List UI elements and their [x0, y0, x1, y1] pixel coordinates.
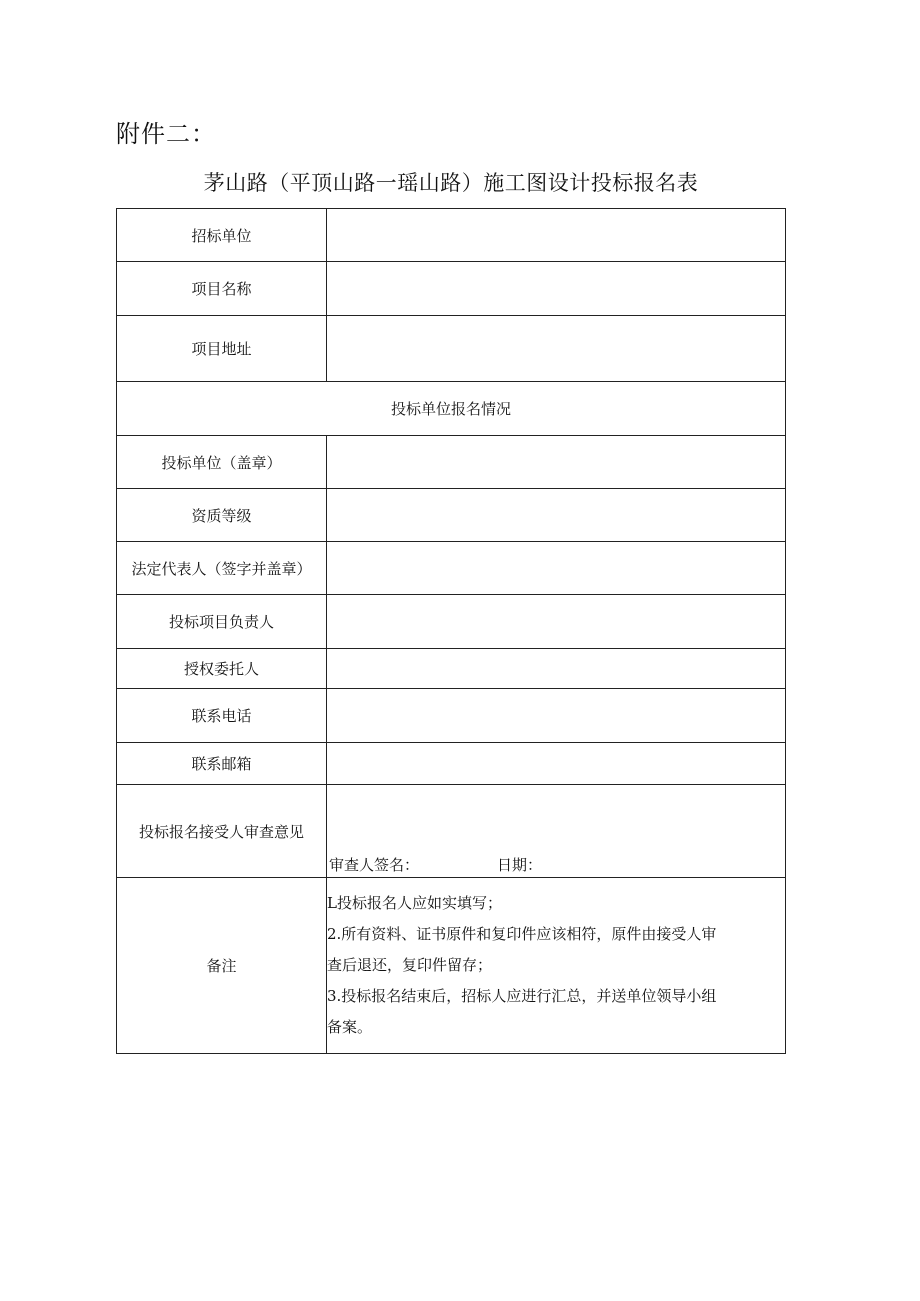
table-row — [117, 689, 786, 743]
notes-content — [327, 878, 786, 1054]
note-line-1: L投标报名人应如实填写； — [327, 894, 502, 912]
table-row — [117, 382, 786, 436]
table-row — [117, 649, 786, 689]
table-row — [117, 878, 786, 1054]
table-row — [117, 262, 786, 316]
contact-email-value[interactable] — [327, 743, 786, 785]
contact-email-label: 联系邮箱 — [117, 743, 327, 785]
review-signature-line — [329, 855, 542, 875]
note-line-3: 查后退还，复印件留存； — [327, 956, 493, 974]
note-line-2: 2.所有资料、证书原件和复印件应该相符，原件由接受人审 — [327, 925, 717, 943]
project-name-value[interactable] — [327, 262, 786, 316]
legal-representative-value[interactable] — [327, 542, 786, 595]
attachment-label: 附件二： — [116, 120, 216, 148]
reviewer-signature-label: 审查人签名： — [329, 856, 420, 874]
bidder-section-title: 投标单位报名情况 — [117, 382, 786, 436]
table-row — [117, 785, 786, 878]
bidder-unit-value[interactable] — [327, 436, 786, 489]
table-row — [117, 436, 786, 489]
bidder-unit-label: 投标单位（盖章） — [117, 436, 327, 489]
table-row — [117, 595, 786, 649]
qualification-level-label: 资质等级 — [117, 489, 327, 542]
review-opinion-label: 投标报名接受人审查意见 — [117, 785, 327, 878]
project-address-value[interactable] — [327, 316, 786, 382]
authorized-agent-label: 授权委托人 — [117, 649, 327, 689]
contact-phone-value[interactable] — [327, 689, 786, 743]
project-address-label: 项目地址 — [117, 316, 327, 382]
tender-unit-value[interactable] — [327, 209, 786, 262]
qualification-level-value[interactable] — [327, 489, 786, 542]
legal-representative-label: 法定代表人（签字并盖章） — [117, 542, 327, 595]
project-name-label: 项目名称 — [117, 262, 327, 316]
review-date-label: 日期： — [497, 856, 543, 874]
project-leader-value[interactable] — [327, 595, 786, 649]
note-line-4: 3.投标报名结束后，招标人应进行汇总，并送单位领导小组 — [327, 987, 717, 1005]
table-row — [117, 316, 786, 382]
project-leader-label: 投标项目负责人 — [117, 595, 327, 649]
contact-phone-label: 联系电话 — [117, 689, 327, 743]
review-opinion-value[interactable] — [327, 785, 786, 878]
note-line-5: 备案。 — [327, 1018, 373, 1036]
table-row — [117, 743, 786, 785]
table-row — [117, 542, 786, 595]
registration-form-table — [116, 208, 786, 1054]
authorized-agent-value[interactable] — [327, 649, 786, 689]
document-title: 茅山路（平顶山路一瑶山路）施工图设计投标报名表 — [203, 171, 699, 195]
notes-label: 备注 — [117, 878, 327, 1054]
table-row — [117, 209, 786, 262]
table-row — [117, 489, 786, 542]
tender-unit-label: 招标单位 — [117, 209, 327, 262]
